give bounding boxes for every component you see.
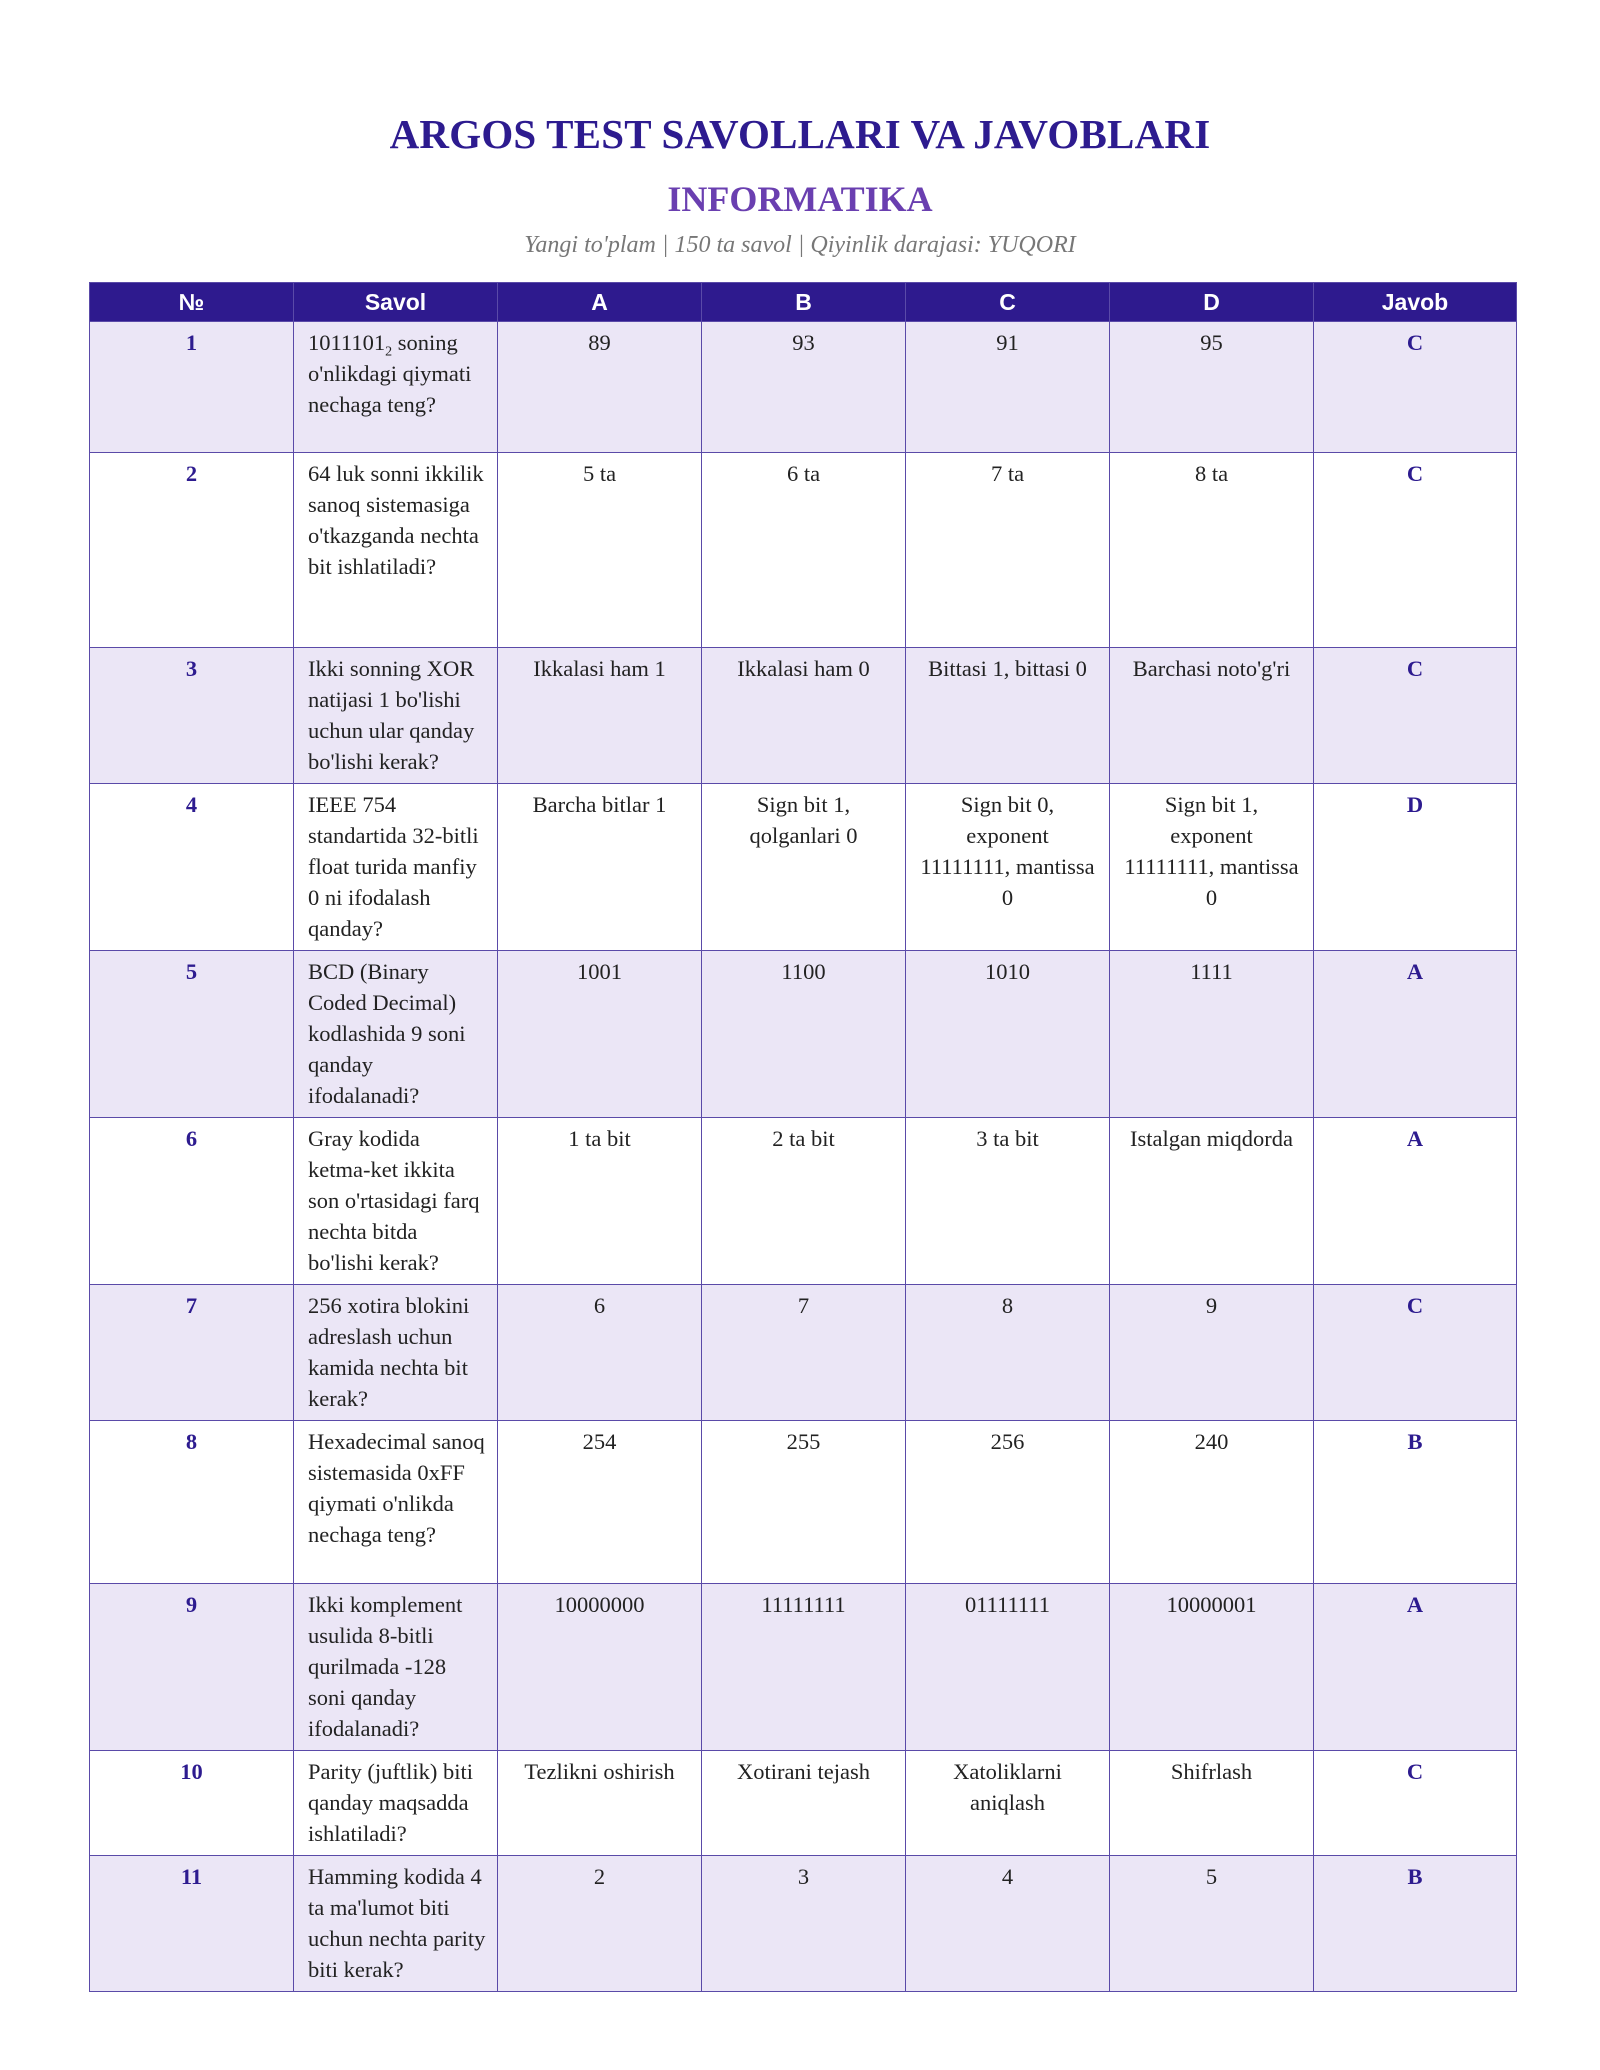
question-text: Ikki komplement usulida 8-bitli qurilmada -128 soni qanday ifodalanadi?	[294, 1584, 498, 1751]
option-a: 2	[498, 1856, 702, 1992]
option-c: 01111111	[906, 1584, 1110, 1751]
option-c: Xatoliklarni aniqlash	[906, 1751, 1110, 1856]
option-a: 1001	[498, 951, 702, 1118]
option-b: Ikkalasi ham 0	[702, 648, 906, 784]
table-row	[90, 951, 1517, 1118]
correct-answer: C	[1314, 453, 1517, 648]
option-b: Sign bit 1, qolganlari 0	[702, 784, 906, 951]
option-d: Barchasi noto'g'ri	[1110, 648, 1314, 784]
table-header-row	[90, 283, 1517, 322]
questions-table	[89, 282, 1517, 1992]
question-rest: soning o'nlikdagi qiymati nechaga teng?	[308, 330, 472, 417]
header-question: Savol	[294, 283, 498, 322]
table-row	[90, 784, 1517, 951]
correct-answer: D	[1314, 784, 1517, 951]
table-row	[90, 1118, 1517, 1285]
correct-answer: C	[1314, 1751, 1517, 1856]
question-subscript: 2	[385, 344, 393, 360]
option-d: 95	[1110, 322, 1314, 453]
option-b: 93	[702, 322, 906, 453]
header-option-b: B	[702, 283, 906, 322]
correct-answer: B	[1314, 1421, 1517, 1584]
row-number: 4	[90, 784, 294, 951]
table-row	[90, 648, 1517, 784]
option-d: Istalgan miqdorda	[1110, 1118, 1314, 1285]
option-a: 10000000	[498, 1584, 702, 1751]
header-num: №	[90, 283, 294, 322]
document-meta: Yangi to'plam | 150 ta savol | Qiyinlik darajasi: YUQORI	[524, 232, 1076, 258]
question-text: 256 xotira blokini adreslash uchun kamida nechta bit kerak?	[294, 1285, 498, 1421]
question-text: Hamming kodida 4 ta ma'lumot biti uchun nechta parity biti kerak?	[294, 1856, 498, 1992]
header-option-c: C	[906, 283, 1110, 322]
table-row	[90, 1421, 1517, 1584]
question-text: Gray kodida ketma-ket ikkita son o'rtasidagi farq nechta bitda bo'lishi kerak?	[294, 1118, 498, 1285]
row-number: 9	[90, 1584, 294, 1751]
row-number: 10	[90, 1751, 294, 1856]
row-number: 7	[90, 1285, 294, 1421]
option-a: 89	[498, 322, 702, 453]
option-c: 8	[906, 1285, 1110, 1421]
option-c: 7 ta	[906, 453, 1110, 648]
correct-answer: C	[1314, 1285, 1517, 1421]
option-c: Bittasi 1, bittasi 0	[906, 648, 1110, 784]
correct-answer: C	[1314, 648, 1517, 784]
header-option-d: D	[1110, 283, 1314, 322]
question-text: Parity (juftlik) biti qanday maqsadda ishlatiladi?	[294, 1751, 498, 1856]
option-c: 3 ta bit	[906, 1118, 1110, 1285]
table-row	[90, 453, 1517, 648]
correct-answer: B	[1314, 1856, 1517, 1992]
row-number: 5	[90, 951, 294, 1118]
table-row	[90, 1285, 1517, 1421]
option-b: 6 ta	[702, 453, 906, 648]
header-answer: Javob	[1314, 283, 1517, 322]
table-row	[90, 1856, 1517, 1992]
row-number: 1	[90, 322, 294, 453]
question-text: Hexadecimal sanoq sistemasida 0xFF qiymati o'nlikda nechaga teng?	[294, 1421, 498, 1584]
correct-answer: A	[1314, 1118, 1517, 1285]
option-a: Tezlikni oshirish	[498, 1751, 702, 1856]
option-b: 1100	[702, 951, 906, 1118]
question-text: Ikki sonning XOR natijasi 1 bo'lishi uchun ular qanday bo'lishi kerak?	[294, 648, 498, 784]
option-c: Sign bit 0, exponent 11111111, mantissa 0	[906, 784, 1110, 951]
option-a: Ikkalasi ham 1	[498, 648, 702, 784]
question-text: BCD (Binary Coded Decimal) kodlashida 9 soni qanday ifodalanadi?	[294, 951, 498, 1118]
option-b: 11111111	[702, 1584, 906, 1751]
document-title: ARGOS TEST SAVOLLARI VA JAVOBLARI	[389, 111, 1211, 157]
option-d: 10000001	[1110, 1584, 1314, 1751]
option-d: 5	[1110, 1856, 1314, 1992]
document-subtitle: INFORMATIKA	[667, 179, 933, 219]
option-c: 4	[906, 1856, 1110, 1992]
row-number: 11	[90, 1856, 294, 1992]
question-text	[294, 322, 498, 453]
correct-answer: A	[1314, 1584, 1517, 1751]
row-number: 3	[90, 648, 294, 784]
option-d: 240	[1110, 1421, 1314, 1584]
option-d: 1111	[1110, 951, 1314, 1118]
row-number: 6	[90, 1118, 294, 1285]
option-b: 255	[702, 1421, 906, 1584]
row-number: 8	[90, 1421, 294, 1584]
option-d: 8 ta	[1110, 453, 1314, 648]
option-b: 7	[702, 1285, 906, 1421]
option-a: Barcha bitlar 1	[498, 784, 702, 951]
option-a: 6	[498, 1285, 702, 1421]
option-d: Sign bit 1, exponent 11111111, mantissa 0	[1110, 784, 1314, 951]
question-main: 1011101	[308, 330, 386, 355]
option-c: 1010	[906, 951, 1110, 1118]
option-a: 1 ta bit	[498, 1118, 702, 1285]
row-number: 2	[90, 453, 294, 648]
option-b: Xotirani tejash	[702, 1751, 906, 1856]
option-a: 5 ta	[498, 453, 702, 648]
option-d: Shifrlash	[1110, 1751, 1314, 1856]
option-a: 254	[498, 1421, 702, 1584]
option-c: 256	[906, 1421, 1110, 1584]
option-b: 3	[702, 1856, 906, 1992]
correct-answer: A	[1314, 951, 1517, 1118]
option-d: 9	[1110, 1285, 1314, 1421]
question-text: IEEE 754 standartida 32-bitli float turida manfiy 0 ni ifodalash qanday?	[294, 784, 498, 951]
table-row	[90, 1584, 1517, 1751]
correct-answer: C	[1314, 322, 1517, 453]
header-option-a: A	[498, 283, 702, 322]
option-b: 2 ta bit	[702, 1118, 906, 1285]
option-c: 91	[906, 322, 1110, 453]
table-row	[90, 1751, 1517, 1856]
question-text: 64 luk sonni ikkilik sanoq sistemasiga o'tkazganda nechta bit ishlatiladi?	[294, 453, 498, 648]
table-row	[90, 322, 1517, 453]
